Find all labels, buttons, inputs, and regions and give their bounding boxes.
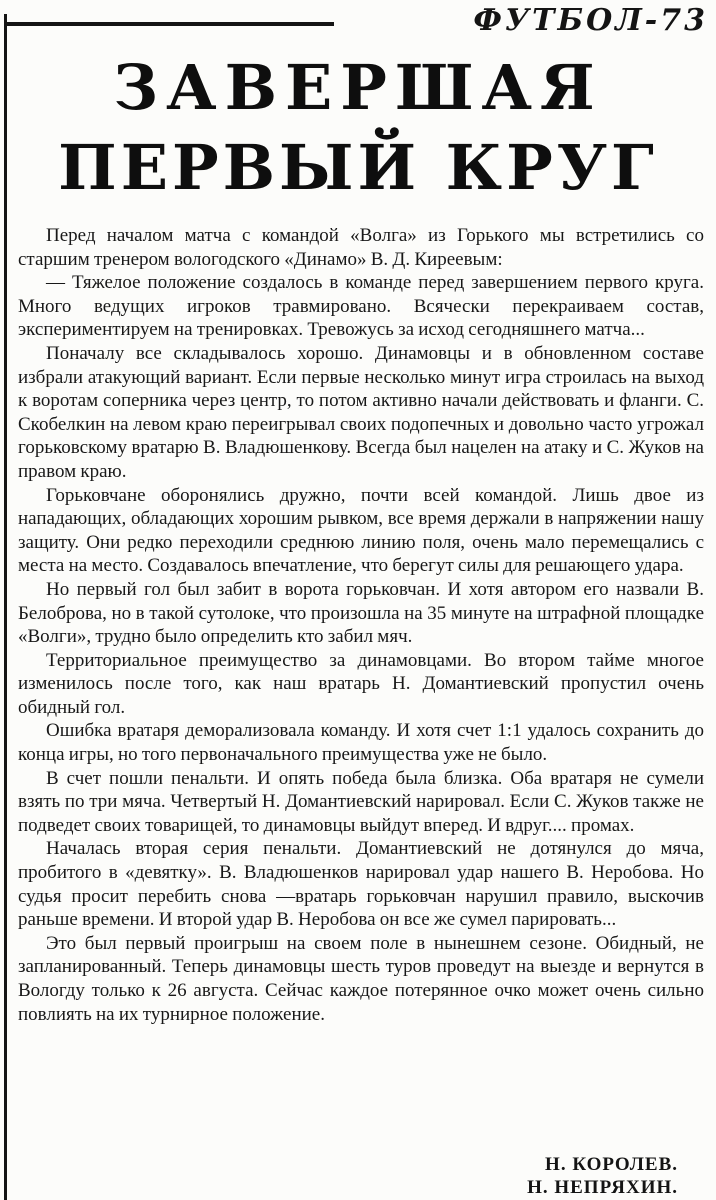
paragraph: Ошибка вратаря деморализовала команду. И хотя счет 1:1 удалось сохранить до конца игры, но того первоначального преимущества уже не было.	[18, 720, 704, 766]
paragraph: Но первый гол был забит в ворота горьковчан. И хотя автором его назвали В. Белоброва, но в такой сутолоке, что произошла на 35 минуте на штрафной площадке «Волги», трудно было определить кто забил мяч.	[18, 578, 704, 648]
rubric-label: ФУТБОЛ-73	[473, 3, 708, 38]
paragraph: Началась вторая серия пенальти. Домантиевский не дотянулся до мяча, пробитого в «девятку». В. Владюшенков нарировал удар нашего В. Неробова. Но судья просит перебить снова —вратарь горьковчан нарушил правило, выскочив раньше времени. И второй удар В. Неробова он все же сумел парировать...	[18, 838, 704, 931]
author-signature	[527, 1153, 678, 1199]
headline-line-2: ПЕРВЫЙ КРУГ	[58, 131, 658, 204]
paragraph: Это был первый проигрыш на своем поле в нынешнем сезоне. Обидный, не запланированный. Теперь динамовцы шесть туров проведут на выезде и вернутся в Вологду только к 26 августа. Сейчас каждое потерянное очко может очень сильно повлиять на их турнирное положение.	[18, 932, 704, 1025]
headline-line-1: ЗАВЕРШАЯ	[113, 51, 603, 124]
paragraph: Горьковчане оборонялись дружно, почти всей командой. Лишь двое из нападающих, обладающих хорошим рывком, все время держали в напряжении нашу защиту. Они редко переходили среднюю линию поля, очень мало перемещались с места на место. Создавалось впечатление, что берегут силы для решающего удара.	[18, 484, 704, 577]
author-name: Н. НЕПРЯХИН.	[527, 1177, 678, 1198]
paragraph: — Тяжелое положение создалось в команде перед завершением первого круга. Много ведущих игроков травмировано. Всячески перекраиваем состав, экспериментируем на тренировках. Тревожусь за исход сегодняшнего матча...	[18, 272, 704, 341]
paragraph: Поначалу все складывалось хорошо. Динамовцы и в обновленном составе избрали атакующий вариант. Если первые несколько минут игра строилась на выход к воротам соперника через центр, то потом активно начали действовать и фланги. С. Скобелкин на левом краю переигрывал своих подопечных и довольно часто угрожал горьковскому вратарю В. Владюшенкову. Всегда был нацелен на атаку и С. Жуков на правом краю.	[18, 342, 704, 482]
rubric-rule	[4, 22, 334, 26]
paragraph: Перед началом матча с командой «Волга» из Горького мы встретились со старшим тренером вологодского «Динамо» В. Д. Киреевым:	[18, 225, 704, 270]
paragraph: Территориальное преимущество за динамовцами. Во втором тайме многое изменилось после того, как наш вратарь Н. Домантиевский пропустил очень обидный гол.	[18, 649, 704, 718]
paragraph: В счет пошли пенальти. И опять победа была близка. Оба вратаря не сумели взять по три мяча. Четвертый Н. Домантиевский нарировал. Если С. Жуков также не подведет своих товарищей, то динамовцы выйдут вперед. И вдруг.... промах.	[18, 767, 704, 836]
article-headline	[0, 48, 716, 208]
author-name: Н. КОРОЛЕВ.	[545, 1154, 678, 1175]
article-body	[18, 224, 704, 1026]
rubric-header	[0, 3, 716, 38]
